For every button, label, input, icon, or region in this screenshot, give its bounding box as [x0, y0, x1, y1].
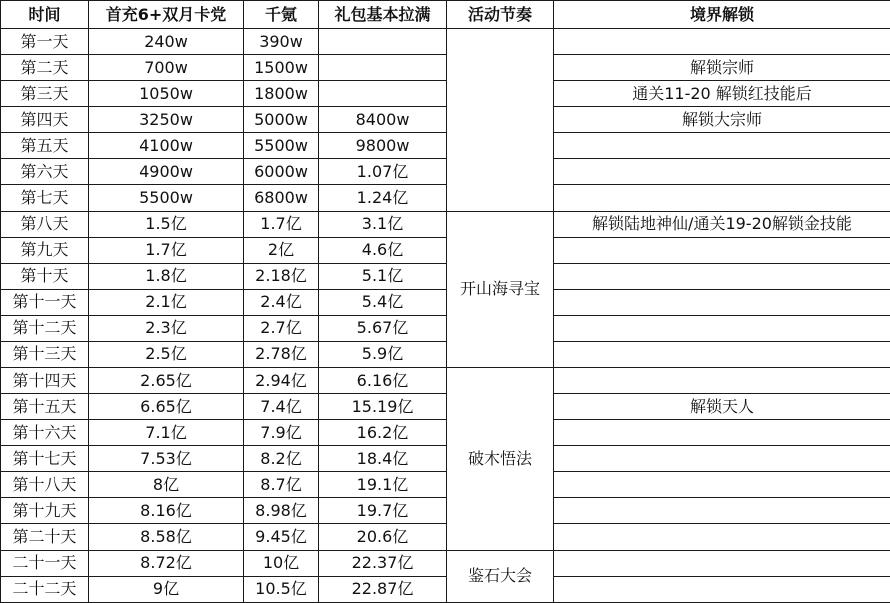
first-recharge-cell: 240w: [89, 29, 244, 55]
activity-cell: 鉴石大会: [447, 550, 554, 602]
table-row: [1, 133, 890, 159]
first-recharge-cell: 5500w: [89, 185, 244, 211]
table-row: [1, 263, 890, 289]
table-row: [1, 524, 890, 550]
realm-cell: 解锁陆地神仙/通关19-20解锁金技能: [554, 211, 890, 237]
table-row: [1, 211, 890, 237]
table-row: [1, 289, 890, 315]
first-recharge-cell: 9亿: [89, 576, 244, 602]
table-row: [1, 420, 890, 446]
activity-cell: [447, 29, 554, 212]
giftpack-cell: 1.24亿: [319, 185, 447, 211]
first-recharge-cell: 4900w: [89, 159, 244, 185]
qianqi-cell: 2.7亿: [244, 315, 319, 341]
giftpack-cell: 22.37亿: [319, 550, 447, 576]
realm-cell: [554, 289, 890, 315]
header-first-recharge: 首充6+双月卡党: [89, 1, 244, 29]
first-recharge-cell: 6.65亿: [89, 394, 244, 420]
giftpack-cell: 3.1亿: [319, 211, 447, 237]
header-time: 时间: [1, 1, 89, 29]
table-row: [1, 29, 890, 55]
first-recharge-cell: 1.8亿: [89, 263, 244, 289]
giftpack-cell: 22.87亿: [319, 576, 447, 602]
day-cell: 二十二天: [1, 576, 89, 602]
qianqi-cell: 7.4亿: [244, 394, 319, 420]
giftpack-cell: 1.07亿: [319, 159, 447, 185]
day-cell: 第十九天: [1, 498, 89, 524]
realm-cell: 解锁天人: [554, 394, 890, 420]
realm-cell: [554, 237, 890, 263]
day-cell: 第十六天: [1, 420, 89, 446]
first-recharge-cell: 8亿: [89, 472, 244, 498]
qianqi-cell: 1.7亿: [244, 211, 319, 237]
first-recharge-cell: 2.5亿: [89, 341, 244, 367]
giftpack-cell: 19.1亿: [319, 472, 447, 498]
giftpack-cell: [319, 29, 447, 55]
day-cell: 第九天: [1, 237, 89, 263]
first-recharge-cell: 8.72亿: [89, 550, 244, 576]
day-cell: 第七天: [1, 185, 89, 211]
qianqi-cell: 2.94亿: [244, 368, 319, 394]
qianqi-cell: 8.98亿: [244, 498, 319, 524]
first-recharge-cell: 2.3亿: [89, 315, 244, 341]
table-row: [1, 159, 890, 185]
realm-cell: 解锁宗师: [554, 55, 890, 81]
giftpack-cell: 6.16亿: [319, 368, 447, 394]
table-row: [1, 341, 890, 367]
realm-cell: [554, 185, 890, 211]
realm-cell: 通关11-20 解锁红技能后: [554, 81, 890, 107]
table-row: [1, 55, 890, 81]
day-cell: 第五天: [1, 133, 89, 159]
giftpack-cell: 18.4亿: [319, 446, 447, 472]
qianqi-cell: 7.9亿: [244, 420, 319, 446]
header-activity: 活动节奏: [447, 1, 554, 29]
header-realm: 境界解锁: [554, 1, 890, 29]
day-cell: 第十五天: [1, 394, 89, 420]
first-recharge-cell: 3250w: [89, 107, 244, 133]
table-row: [1, 472, 890, 498]
giftpack-cell: 5.1亿: [319, 263, 447, 289]
table-row: [1, 81, 890, 107]
qianqi-cell: 6800w: [244, 185, 319, 211]
first-recharge-cell: 2.65亿: [89, 368, 244, 394]
table-row: [1, 576, 890, 602]
giftpack-cell: [319, 81, 447, 107]
table-body: [1, 29, 890, 603]
realm-cell: [554, 159, 890, 185]
first-recharge-cell: 1050w: [89, 81, 244, 107]
table-row: [1, 107, 890, 133]
giftpack-cell: 19.7亿: [319, 498, 447, 524]
giftpack-cell: 20.6亿: [319, 524, 447, 550]
giftpack-cell: 9800w: [319, 133, 447, 159]
first-recharge-cell: 1.5亿: [89, 211, 244, 237]
qianqi-cell: 2.4亿: [244, 289, 319, 315]
table-row: [1, 185, 890, 211]
day-cell: 第二天: [1, 55, 89, 81]
day-cell: 第十三天: [1, 341, 89, 367]
realm-cell: [554, 576, 890, 602]
realm-cell: [554, 368, 890, 394]
first-recharge-cell: 8.16亿: [89, 498, 244, 524]
header-giftpack: 礼包基本拉满: [319, 1, 447, 29]
qianqi-cell: 9.45亿: [244, 524, 319, 550]
realm-cell: [554, 472, 890, 498]
day-cell: 第四天: [1, 107, 89, 133]
day-cell: 第八天: [1, 211, 89, 237]
realm-cell: 解锁大宗师: [554, 107, 890, 133]
realm-cell: [554, 498, 890, 524]
day-cell: 第十二天: [1, 315, 89, 341]
first-recharge-cell: 2.1亿: [89, 289, 244, 315]
qianqi-cell: 10亿: [244, 550, 319, 576]
qianqi-cell: 8.7亿: [244, 472, 319, 498]
day-cell: 第三天: [1, 81, 89, 107]
day-cell: 第六天: [1, 159, 89, 185]
day-cell: 第十一天: [1, 289, 89, 315]
day-cell: 第十八天: [1, 472, 89, 498]
qianqi-cell: 1800w: [244, 81, 319, 107]
realm-cell: [554, 315, 890, 341]
day-cell: 第十七天: [1, 446, 89, 472]
first-recharge-cell: 1.7亿: [89, 237, 244, 263]
table-row: [1, 550, 890, 576]
day-cell: 二十一天: [1, 550, 89, 576]
activity-cell: 开山海寻宝: [447, 211, 554, 367]
qianqi-cell: 10.5亿: [244, 576, 319, 602]
realm-cell: [554, 263, 890, 289]
header-qianqi: 千氪: [244, 1, 319, 29]
qianqi-cell: 6000w: [244, 159, 319, 185]
day-cell: 第一天: [1, 29, 89, 55]
qianqi-cell: 5500w: [244, 133, 319, 159]
realm-cell: [554, 341, 890, 367]
first-recharge-cell: 7.1亿: [89, 420, 244, 446]
realm-cell: [554, 446, 890, 472]
table-row: [1, 315, 890, 341]
realm-cell: [554, 524, 890, 550]
realm-cell: [554, 29, 890, 55]
giftpack-cell: 15.19亿: [319, 394, 447, 420]
header-row: [1, 1, 890, 29]
table-row: [1, 394, 890, 420]
day-cell: 第十四天: [1, 368, 89, 394]
qianqi-cell: 2.78亿: [244, 341, 319, 367]
first-recharge-cell: 7.53亿: [89, 446, 244, 472]
day-cell: 第十天: [1, 263, 89, 289]
qianqi-cell: 2.18亿: [244, 263, 319, 289]
giftpack-cell: 4.6亿: [319, 237, 447, 263]
giftpack-cell: 5.67亿: [319, 315, 447, 341]
realm-cell: [554, 420, 890, 446]
first-recharge-cell: 8.58亿: [89, 524, 244, 550]
realm-cell: [554, 550, 890, 576]
table-row: [1, 368, 890, 394]
table-row: [1, 237, 890, 263]
qianqi-cell: 1500w: [244, 55, 319, 81]
first-recharge-cell: 700w: [89, 55, 244, 81]
qianqi-cell: 8.2亿: [244, 446, 319, 472]
giftpack-cell: 16.2亿: [319, 420, 447, 446]
qianqi-cell: 5000w: [244, 107, 319, 133]
table-row: [1, 446, 890, 472]
giftpack-cell: 5.9亿: [319, 341, 447, 367]
giftpack-cell: 5.4亿: [319, 289, 447, 315]
activity-cell: 破木悟法: [447, 368, 554, 551]
first-recharge-cell: 4100w: [89, 133, 244, 159]
realm-cell: [554, 133, 890, 159]
giftpack-cell: [319, 55, 447, 81]
day-cell: 第二十天: [1, 524, 89, 550]
giftpack-cell: 8400w: [319, 107, 447, 133]
table-row: [1, 498, 890, 524]
qianqi-cell: 390w: [244, 29, 319, 55]
qianqi-cell: 2亿: [244, 237, 319, 263]
